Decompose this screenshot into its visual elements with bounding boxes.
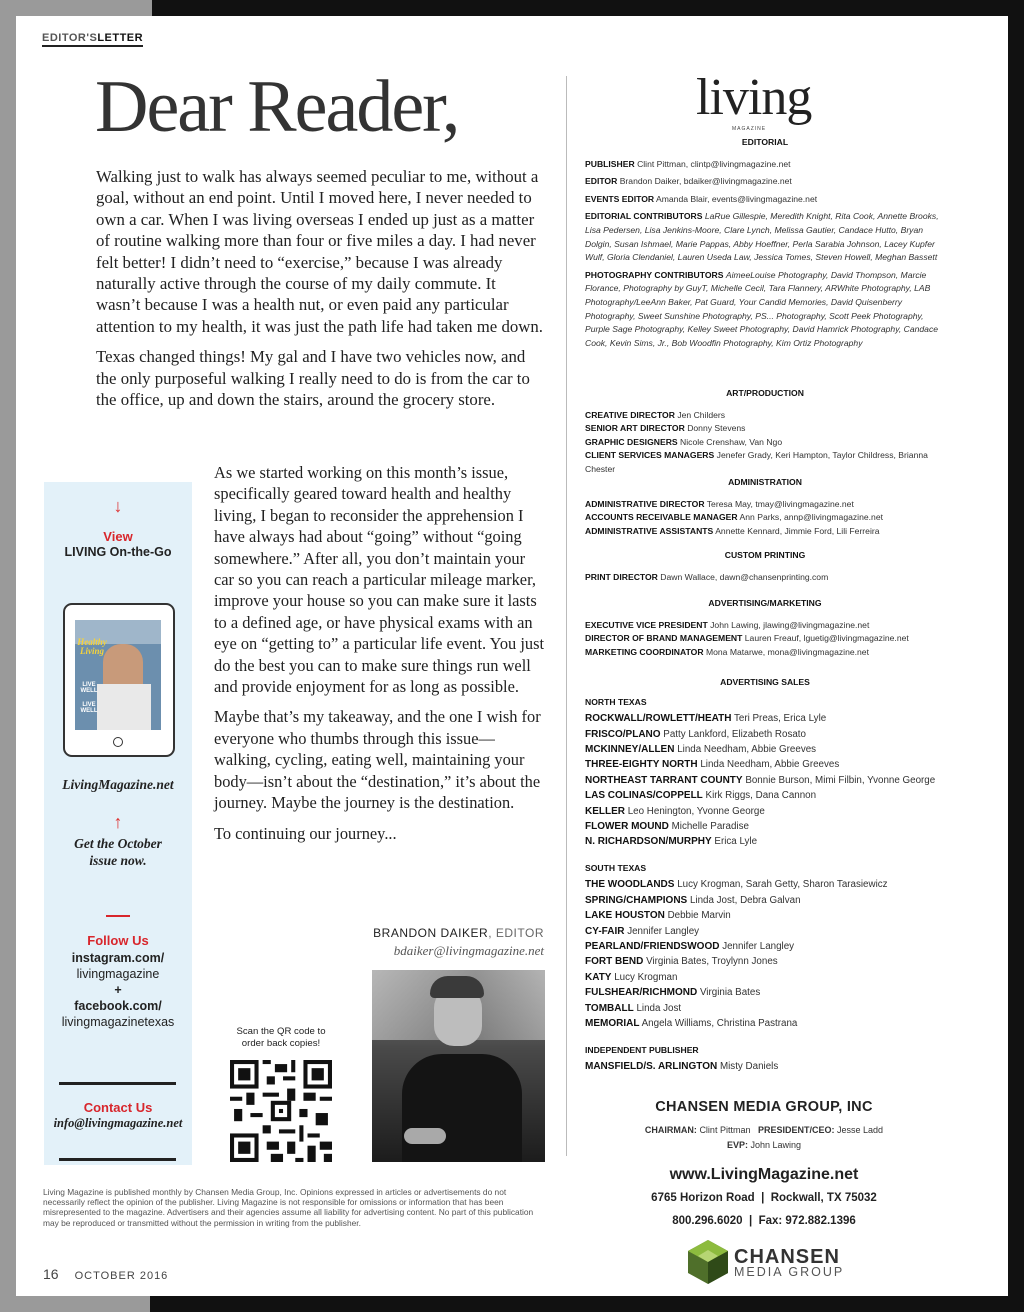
disclaimer: Living Magazine is published monthly by Chansen Media Group, Inc. Opinions expressed in articles or advertisements do not necessarily reflect the opinion of the publisher. Living Magazine is not responsible for omissions or information that has been misrepresented to the magazine. Advertisers and their agencies assume all liability for advertising content. No part of this publication may be reproduced or transmitted without the permission in writing from the publisher.: [43, 1187, 534, 1228]
qr-code-icon[interactable]: [230, 1060, 332, 1162]
list-item: CY-FAIR Jennifer Langley: [585, 925, 700, 937]
list-item: THE WOODLANDS Lucy Krogman, Sarah Getty, Sharon Tarasiewicz: [585, 879, 888, 891]
list-item: ROCKWALL/ROWLETT/HEATH Teri Preas, Erica Lyle: [585, 713, 827, 725]
bottom-edge-bar: [0, 1296, 1024, 1312]
issue-date: OCTOBER 2016: [74, 1270, 169, 1282]
follow-label: Follow Us: [87, 933, 149, 948]
south-texas-list: [585, 877, 945, 1031]
list-item: SPRING/CHAMPIONS Linda Jost, Debra Galvan: [585, 894, 801, 906]
on-the-go-label: LIVING On-the-Go: [64, 545, 172, 559]
editor-email[interactable]: bdaiker@livingmagazine.net: [393, 943, 544, 958]
letter-paragraph: Walking just to walk has always seemed peculiar to me, without a goal, without an end point. Until I moved here, I never needed to own a car. When I was living overseas I ended up just as a matter of routine walking more than four or five miles a day. I had never felt better! I didn’t need to “exercise,” because I was already naturally active through the course of my daily commute. It wasn’t because I was a health nut, or even paid any particular attention to my health, it was just the path life had taken me down.: [96, 167, 543, 336]
social-links: instagram.com/ livingmagazine + facebook.com/ livingmagazinetexas: [44, 950, 192, 1030]
list-item: FLOWER MOUND Michelle Paradise: [585, 821, 749, 833]
company-name: CHANSEN MEDIA GROUP, INC: [655, 1099, 873, 1115]
letter-paragraph: Texas changed things! My gal and I have two vehicles now, and the only purposeful walking I really need to do is from the car to the office, up and down the stairs, around the grocery store.: [96, 347, 530, 410]
qr-caption: Scan the QR code to order back copies!: [236, 1026, 326, 1049]
list-item: THREE-EIGHTY NORTH Linda Needham, Abbie Greeves: [585, 759, 840, 771]
company-website[interactable]: www.LivingMagazine.net: [669, 1166, 859, 1183]
list-item: NORTHEAST TARRANT COUNTY Bonnie Burson, Mimi Filbin, Yvonne George: [585, 774, 936, 786]
letter-paragraph: As we started working on this month’s issue, specifically geared toward health and healthy living, I began to reconsider the apprehension I have always had about “going” without “going somewhere.” After all, you don’t maintain your car so you can reach a particular mileage marker, improve your house so you can make sure it lasts to a defined age, or have physical exams with an eye on “getting to” a particular life event. You just do the best you can to make sure things run well and provide enjoyment for as long as possible.: [214, 463, 544, 697]
list-item: MEMORIAL Angela Williams, Christina Pastrana: [585, 1018, 798, 1030]
facebook-link[interactable]: facebook.com/: [74, 999, 162, 1013]
letter-paragraph: Maybe that’s my takeaway, and the one I wish for everyone who thumbs through this issue—walking, cycling, eating well, maintaining your body—isn’t about the “destination,” it’s about the journey. Maybe the journey is the destination.: [214, 707, 541, 813]
list-item: FORT BEND Virginia Bates, Troylynn Jones: [585, 956, 778, 968]
masthead-art: ART/PRODUCTION CREATIVE DIRECTOR Jen Childers SENIOR ART DIRECTOR Donny Stevens GRAPHIC DESIGNERS Nicole Crenshaw, Van Ngo CLIENT SERVICES MANAGERS Jenefer Grady, Keri Hampton, Taylor Childress, Brianna Chester: [585, 388, 928, 474]
north-texas-list: [585, 711, 945, 850]
list-item: N. RICHARDSON/MURPHY Erica Lyle: [585, 836, 758, 848]
arrow-up-icon: ↑: [113, 812, 123, 832]
page-number: 16: [43, 1266, 59, 1282]
signature-block: BRANDON DAIKER, EDITOR bdaiker@livingmagazine.net: [373, 926, 544, 958]
chansen-logo-text: CHANSEN: [734, 1246, 840, 1268]
contact-email[interactable]: info@livingmagazine.net: [53, 1116, 183, 1130]
right-edge-bar: [1008, 0, 1024, 1312]
instagram-link[interactable]: instagram.com/: [71, 951, 165, 965]
divider: [106, 915, 130, 917]
view-label: View: [103, 529, 133, 544]
list-item: PEARLAND/FRIENDSWOOD Jennifer Langley: [585, 941, 795, 953]
page-title: Dear Reader,: [95, 66, 459, 148]
list-item: LAKE HOUSTON Debbie Marvin: [585, 910, 731, 922]
column-divider: [566, 76, 567, 1156]
letter-column-2: [214, 462, 546, 853]
list-item: FRISCO/PLANO Patty Lankford, Elizabeth Rosato: [585, 728, 806, 740]
living-logo: living: [696, 69, 812, 126]
list-item: MCKINNEY/ALLEN Linda Needham, Abbie Greeves: [585, 744, 817, 755]
arrow-down-icon: ↓: [113, 496, 123, 516]
left-edge-bar: [0, 0, 16, 1312]
list-item: MANSFIELD/S. ARLINGTON Misty Daniels: [585, 1061, 779, 1073]
masthead-printing: CUSTOM PRINTING PRINT DIRECTOR Dawn Wallace, dawn@chansenprinting.com: [585, 550, 829, 582]
divider: [59, 1158, 176, 1161]
home-button-icon: [113, 737, 123, 747]
section-label: EDITOR'SLETTER: [42, 32, 143, 47]
contact-label: Contact Us: [83, 1100, 153, 1115]
editor-photo: [372, 970, 545, 1162]
list-item: KELLER Leo Henington, Yvonne George: [585, 805, 765, 817]
masthead-sales: ADVERTISING SALES NORTH TEXAS ROCKWALL/ROWLETT/HEATH Teri Preas, Erica Lyle FRISCO/PLANO Patty Lankford, Elizabeth Rosato MCKINNEY/ALLEN Linda Needham, Abbie Greeves THREE-EIGHTY NORTH Linda Needham, Abbie Greeves NORTHEAST TARRANT COUNTY Bonnie Burson, Mimi Filbin, Yvonne George LAS COLINAS/COPPELL Kirk Riggs, Dana Cannon KELLER Leo Henington, Yvonne George FLOWER MOUND Michelle Paradise N. RICHARDSON/MURPHY Erica Lyle SOUTH TEXAS THE WOODLANDS Lucy Krogman, Sarah Getty, Sharon Tarasiewicz SPRING/CHAMPIONS Linda Jost, Debra Galvan LAKE HOUSTON Debbie Marvin CY-FAIR Jennifer Langley PEARLAND/FRIENDSWOOD Jennifer Langley FORT BEND Virginia Bates, Troylynn Jones KATY Lucy Krogman FULSHEAR/RICHMOND Virginia Bates TOMBALL Linda Jost MEMORIAL Angela Williams, Christina Pastrana INDEPENDENT PUBLISHER MANSFIELD/S. ARLINGTON Misty Daniels: [585, 676, 945, 1075]
editor-name: BRANDON DAIKER: [373, 926, 489, 940]
magazine-cover-image: Healthy Living LIVE WELL LIVE WELL: [75, 620, 161, 730]
site-link[interactable]: LivingMagazine.net: [62, 777, 174, 792]
tablet-illustration: [63, 603, 175, 757]
list-item: TOMBALL Linda Jost: [585, 1002, 682, 1014]
list-item: KATY Lucy Krogman: [585, 971, 678, 983]
company-address: 6765 Horizon Road | Rockwall, TX 75032: [651, 1192, 877, 1204]
sidebar-panel: [44, 482, 192, 1165]
masthead-editorial: EDITORIAL PUBLISHER Clint Pittman, clintp@livingmagazine.net EDITOR Brandon Daiker, bdaiker@livingmagazine.net EVENTS EDITOR Amanda Blair, events@livingmagazine.net EDITORIAL CONTRIBUTORS LaRue Gillespie, Meredith Knight, Rita Cook, Annette Brooks, Lisa Pedersen, Lisa Jenkins-Moore, Clare Lynch, Melissa Gautier, Candace Hutto, Bryan Dolgin, Susan Ishmael, Marie Pappas, Abby Hoeffner, Perla Sarabia Johnson, Lacey Kupfer Wulf, Gloria Clendaniel, Lauren Useda Law, Jessica Tomes, Steven Howell, Meghan Bassett PHOTOGRAPHY CONTRIBUTORS AimeeLouise Photography, David Thompson, Marcie Florance, Photography by GuyT, Michelle Cecil, Tara Flannery, ARWhite Photography, LAB Photography/LeeAnn Baker, Pat Guard, Your Candid Memories, David Quisenberry Photography, Sweet Sunshine Photography, PS... Photography, Scott Peek Photography, Purple Sage Photography, Kelley Sweet Photography, David Hamrick Photography, Candace Cook, Kevin Sims, Jr., Bob Woodfin Photography, Kim Ortiz Photography: [585, 137, 939, 348]
chansen-logo-icon: [684, 1238, 732, 1286]
list-item: LAS COLINAS/COPPELL Kirk Riggs, Dana Cannon: [585, 790, 817, 802]
top-edge-bar: [0, 0, 1024, 16]
page-footer: [43, 1266, 168, 1282]
masthead-admin: ADMINISTRATION ADMINISTRATIVE DIRECTOR Teresa May, tmay@livingmagazine.net ACCOUNTS RECEIVABLE MANAGER Ann Parks, annp@livingmagazine.net ADMINISTRATIVE ASSISTANTS Annette Kennard, Jimmie Ford, Lili Ferreira: [585, 477, 883, 536]
list-item: FULSHEAR/RICHMOND Virginia Bates: [585, 987, 761, 999]
get-issue-text: Get the October issue now.: [74, 836, 162, 868]
letter-column-1: [96, 166, 544, 419]
divider: [59, 1082, 176, 1085]
letter-paragraph: To continuing our journey...: [214, 823, 397, 843]
company-phone: 800.296.6020 | Fax: 972.882.1396: [672, 1215, 856, 1227]
company-officers: CHAIRMAN: Clint Pittman PRESIDENT/CEO: Jesse Ladd: [644, 1125, 884, 1135]
masthead-advertising: ADVERTISING/MARKETING EXECUTIVE VICE PRESIDENT John Lawing, jlawing@livingmagazine.net DIRECTOR OF BRAND MANAGEMENT Lauren Freauf, lguetig@livingmagazine.net MARKETING COORDINATOR Mona Matarwe, mona@livingmagazine.net: [585, 598, 909, 657]
